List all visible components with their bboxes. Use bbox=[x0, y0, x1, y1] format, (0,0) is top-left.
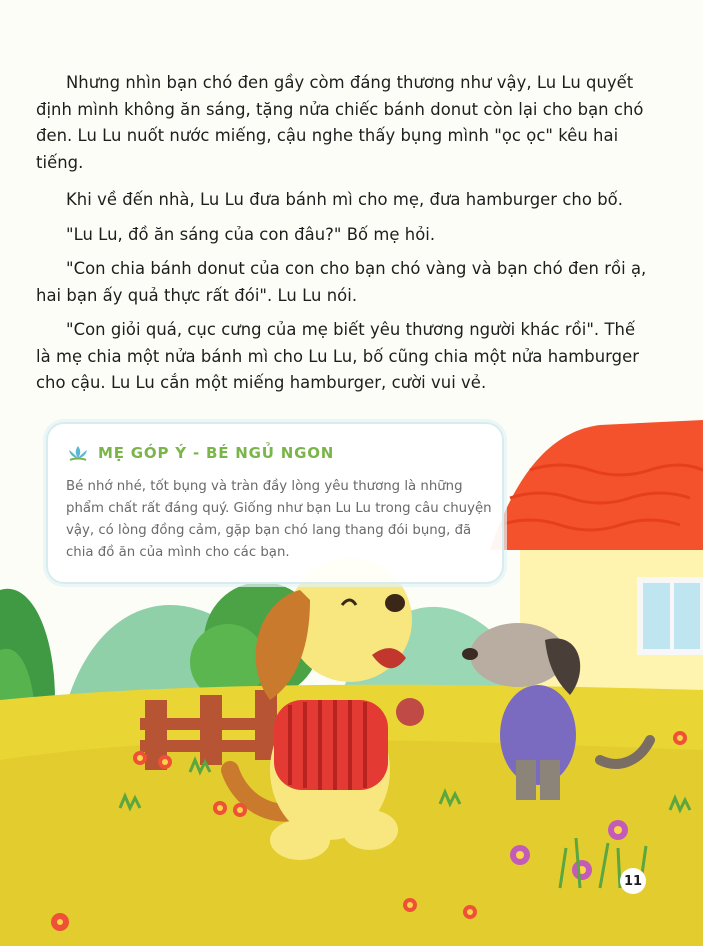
story-paragraph-4: "Con chia bánh donut của con cho bạn chó vàng và bạn chó đen rồi ạ, hai bạn ấy quả thực rất đói". Lu Lu nói. bbox=[36, 259, 647, 305]
tip-title: MẸ GÓP Ý - BÉ NGỦ NGON bbox=[98, 444, 335, 462]
lotus-icon bbox=[66, 444, 90, 462]
tip-header bbox=[66, 444, 334, 462]
story-paragraph-5: "Con giỏi quá, cục cưng của mẹ biết yêu thương người khác rồi". Thế là mẹ chia một nửa bánh mì cho Lu Lu, bố cũng chia một nửa hamburger cho cậu. Lu Lu cắn một miếng hamburger, cười vui vẻ. bbox=[36, 320, 640, 392]
story-text bbox=[36, 70, 648, 408]
story-paragraph-2: Khi về đến nhà, Lu Lu đưa bánh mì cho mẹ, đưa hamburger cho bố. bbox=[66, 190, 623, 209]
tip-body: Bé nhớ nhé, tốt bụng và tràn đầy lòng yêu thương là những phẩm chất rất đáng quý. Giống như bạn Lu Lu trong câu chuyện vậy, có lòng đồng cảm, gặp bạn chó lang thang đói bụng, đã chia đồ ăn của mình cho các bạn. bbox=[66, 479, 492, 560]
story-paragraph-3: "Lu Lu, đồ ăn sáng của con đâu?" Bố mẹ hỏi. bbox=[66, 224, 436, 244]
page-number: 11 bbox=[620, 868, 646, 894]
tip-box bbox=[46, 422, 504, 584]
story-paragraph-1: Nhưng nhìn bạn chó đen gầy còm đáng thương như vậy, Lu Lu quyết định mình không ăn sáng, tặng nửa chiếc bánh donut còn lại cho bạn chó đen. Lu Lu nuốt nước miếng, cậu nghe thấy bụng mình "ọc ọc" kêu hai tiếng. bbox=[36, 73, 644, 172]
